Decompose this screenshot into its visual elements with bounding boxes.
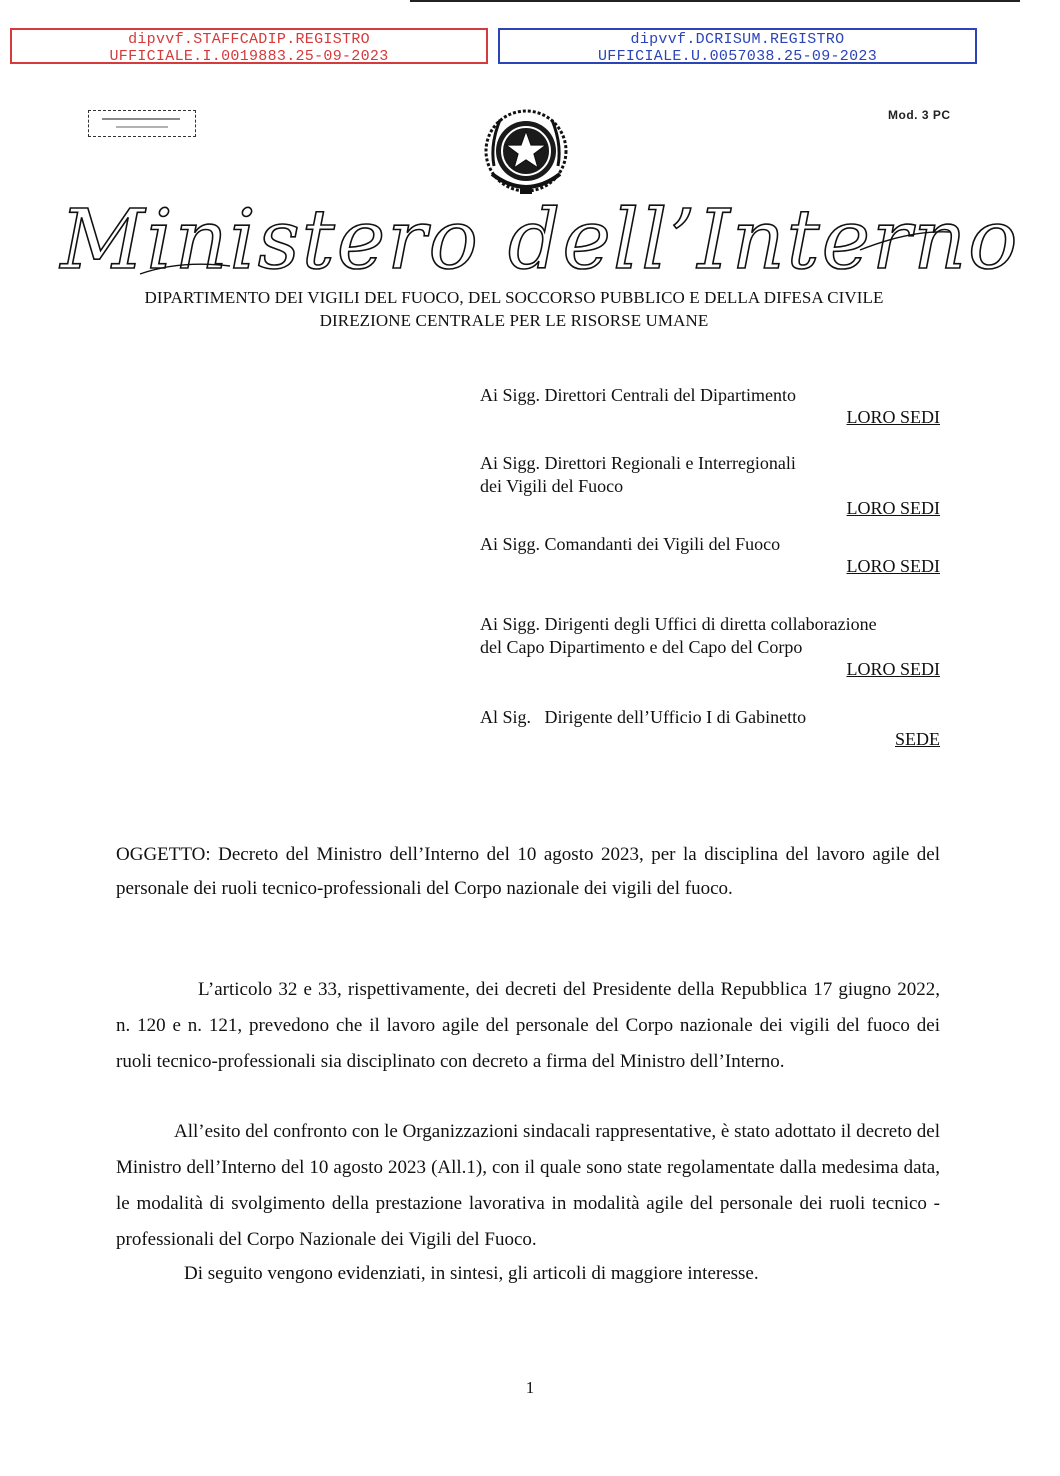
addressee-line: Al Sig. Dirigente dell’Ufficio I di Gabinetto (480, 707, 807, 727)
stamp-line: UFFICIALE.U.0057038.25-09-2023 (597, 48, 878, 65)
body-paragraph: L’articolo 32 e 33, rispettivamente, dei decreti del Presidente della Repubblica 17 giugno 2022, n. 120 e n. 121, prevedono che il lavoro agile del personale del Corpo nazionale dei vigili del fuoco dei ruoli tecnico-professionali sia disciplinato con decreto a firma del Ministro dell’Interno. (116, 979, 940, 1072)
form-code: Mod. 3 PC (888, 108, 951, 122)
addressee-location: LORO SEDI (846, 659, 940, 679)
top-rule (410, 0, 1020, 2)
addressee-line: Ai Sigg. Comandanti dei Vigili del Fuoco (480, 534, 781, 554)
directorate-name: DIREZIONE CENTRALE PER LE RISORSE UMANE (319, 311, 709, 330)
addressee-location: LORO SEDI (846, 498, 940, 518)
protocol-stamp-incoming (10, 28, 488, 64)
ministry-script-logo (60, 190, 1020, 290)
body-paragraph: All’esito del confronto con le Organizzazioni sindacali rappresentative, è stato adottato il decreto del Ministro dell’Interno del 10 agosto 2023 (All.1), con il quale sono state regolamentate dalla medesima data, le modalità di svolgimento della prestazione lavorativa in modalità agile del personale dei ruoli tecnico - professionali del Corpo Nazionale dei Vigili del Fuoco. (116, 1121, 940, 1250)
body-paragraph: Di seguito vengono evidenziati, in sintesi, gli articoli di maggiore interesse. (184, 1263, 759, 1284)
addressee-location: LORO SEDI (846, 407, 940, 427)
archive-stamp (88, 110, 196, 137)
protocol-stamp-outgoing (498, 28, 977, 64)
addressee-block (480, 384, 940, 428)
ministry-title: Ministero dell’Interno (60, 193, 1020, 288)
addressee-location: SEDE (895, 729, 940, 749)
addressee-line: Ai Sigg. Dirigenti degli Uffici di diretta collaborazione (480, 614, 877, 634)
stamp-line: dipvvf.DCRISUM.REGISTRO (630, 31, 845, 48)
subject: OGGETTO: Decreto del Ministro dell’Interno del 10 agosto 2023, per la disciplina del lavoro agile del personale dei ruoli tecnico-professionali del Corpo nazionale dei vigili del fuoco. (116, 844, 940, 899)
addressee-block (480, 613, 940, 680)
addressee-location: LORO SEDI (846, 556, 940, 576)
addressee-line: Ai Sigg. Direttori Centrali del Dipartimento (480, 385, 796, 405)
addressee-line: del Capo Dipartimento e del Capo del Corpo (480, 637, 803, 657)
addressee-block (480, 706, 940, 750)
addressee-line: dei Vigili del Fuoco (480, 476, 624, 496)
stamp-line: dipvvf.STAFFCADIP.REGISTRO (128, 31, 370, 48)
addressee-line: Ai Sigg. Direttori Regionali e Interregionali (480, 453, 796, 473)
archive-stamp-scribble (92, 114, 192, 132)
department-name: DIPARTIMENTO DEI VIGILI DEL FUOCO, DEL SOCCORSO PUBBLICO E DELLA DIFESA CIVILE (144, 288, 884, 307)
republic-emblem-icon (480, 104, 572, 198)
stamp-line: UFFICIALE.I.0019883.25-09-2023 (109, 48, 389, 65)
addressee-block (480, 533, 940, 577)
addressee-block (480, 452, 940, 519)
page-number: 1 (525, 1378, 535, 1397)
